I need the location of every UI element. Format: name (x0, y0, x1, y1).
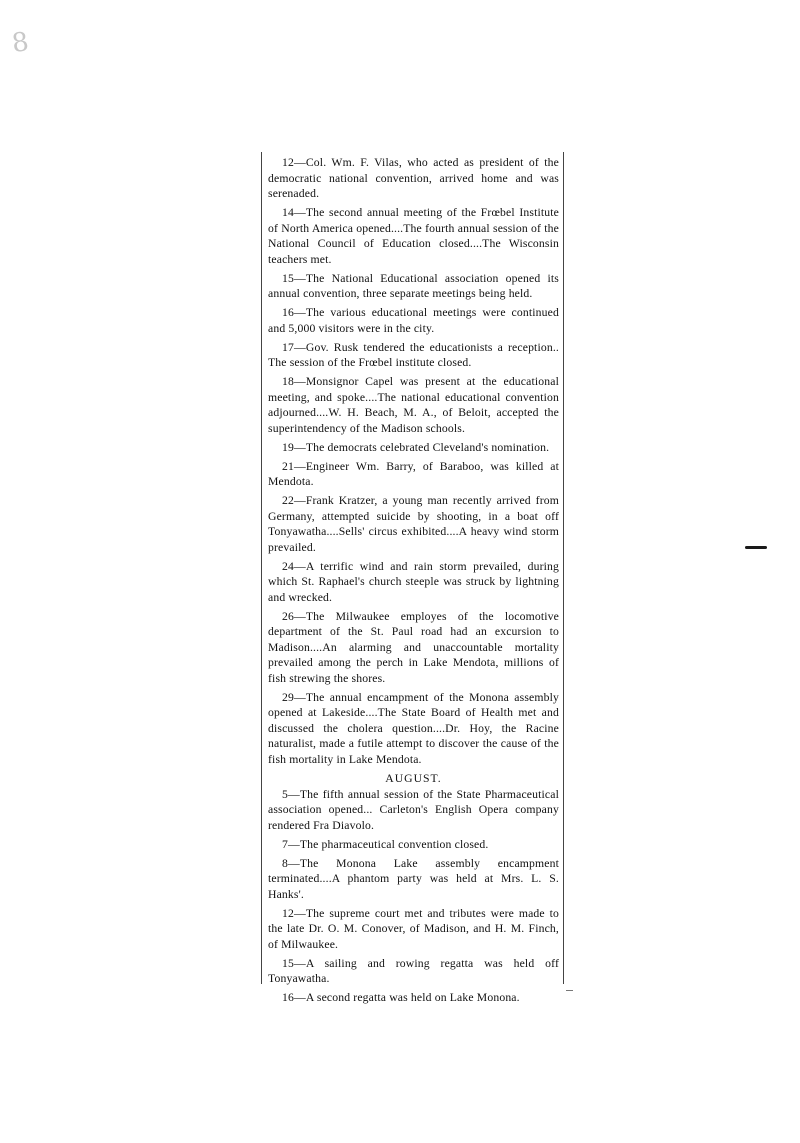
chronology-entry: 8—The Monona Lake assembly encampment terminated....A phantom party was held at Mrs. L. S. Hanks'. (268, 856, 559, 901)
chronology-entry: 12—Col. Wm. F. Vilas, who acted as president of the democratic national convention, arrived home and was serenaded. (268, 156, 559, 200)
chronology-entry: 24—A terrific wind and rain storm prevailed, during which St. Raphael's church steeple was struck by lightning and wrecked. (268, 559, 559, 604)
chronology-entry: 18—Monsignor Capel was present at the educational meeting, and spoke....The national educational convention adjourned....W. H. Beach, M. A., of Beloit, accepted the superintendency of the Madison schools. (268, 375, 559, 435)
chronology-entry: 19—The democrats celebrated Cleveland's nomination. (282, 440, 550, 454)
chronology-entry: 15—The National Educational association opened its annual convention, three separate meetings being held. (268, 271, 559, 300)
august-chronology (268, 787, 559, 1006)
chronology-entry: 7—The pharmaceutical convention closed. (282, 837, 489, 851)
newspaper-clipping (261, 152, 564, 1004)
chronology-entry: 5—The fifth annual session of the State Pharmaceutical association opened... Carleton's English Opera company rendered Fra Diavolo. (268, 787, 559, 832)
chronology-entry: 26—The Milwaukee employes of the locomotive department of the St. Paul road had an excursion to Madison....An alarming and unaccountable mortality prevailed among the perch in Lake Mendota, millions of fish strewing the shores. (268, 609, 559, 685)
chronology-entry: 14—The second annual meeting of the Frœbel Institute of North America opened....The fourth annual session of the National Council of Education closed....The Wisconsin teachers met. (268, 206, 559, 266)
scan-speck (566, 990, 573, 991)
chronology-entry: 17—Gov. Rusk tendered the educationists a reception.. The session of the Frœbel institute closed. (268, 340, 559, 369)
chronology-entry: 12—The supreme court met and tributes were made to the late Dr. O. M. Conover, of Madison, and H. M. Finch, of Milwaukee. (268, 906, 559, 951)
month-heading-august: AUGUST. (385, 771, 442, 785)
chronology-entry: 16—A second regatta was held on Lake Monona. (282, 991, 520, 1004)
chronology-entry: 16—The various educational meetings were continued and 5,000 visitors were in the city. (268, 306, 559, 335)
page-number-pencil-mark: 8 (9, 26, 31, 60)
chronology-entry: 21—Engineer Wm. Barry, of Baraboo, was killed at Mendota. (268, 459, 559, 488)
july-chronology (268, 155, 559, 767)
chronology-entry: 15—A sailing and rowing regatta was held off Tonyawatha. (268, 956, 559, 985)
margin-ink-dash (745, 546, 767, 549)
chronology-entry: 22—Frank Kratzer, a young man recently arrived from Germany, attempted suicide by shooting, in a boat off Tonyawatha....Sells' circus exhibited....A heavy wind storm prevailed. (268, 494, 559, 554)
chronology-entry: 29—The annual encampment of the Monona assembly opened at Lakeside....The State Board of Health met and discussed the cholera question....Dr. Hoy, the Racine naturalist, made a futile attempt to discover the cause of the fish mortality in Lake Mendota. (268, 690, 559, 766)
